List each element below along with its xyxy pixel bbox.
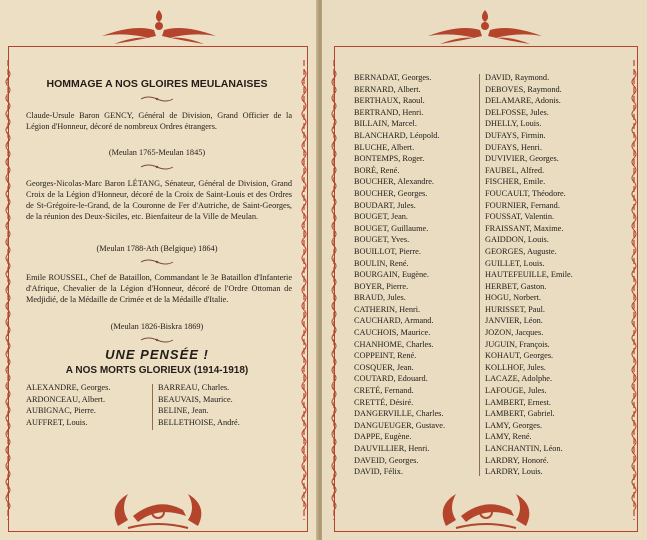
name-entry: DHELLY, Louis. [485,119,542,129]
laurel-scroll-icon [139,258,175,266]
name-entry: LAFOUGE, Jules. [485,386,547,396]
name-entry: GUILLET, Louis. [485,258,545,268]
flame-crest-icon [420,6,550,46]
name-entry: DAPPE, Eugène. [354,432,412,442]
gency-dates: (Meulan 1765-Meulan 1845) [108,148,206,157]
name-entry: BOYER, Pierre. [354,281,409,291]
name-entry: FOURNIER, Fernand. [485,200,560,210]
vine-border-icon [630,60,638,520]
name-entry: DAVEID, Georges. [354,455,419,465]
name-entry: BELINE, Jean. [158,406,209,416]
name-entry: LACAZE, Adolphe. [485,374,553,384]
name-entry: BOUILLOT, Pierre. [354,246,421,256]
name-entry: CAUCHARD, Armand. [354,316,434,326]
column-divider [479,74,480,476]
name-entry: DUVIVIER, Georges. [485,154,559,164]
name-entry: KOHAUT, Georges. [485,351,554,361]
name-entry: DANGERVILLE, Charles. [354,409,444,419]
name-entry: DANGUEUGER, Gustave. [354,420,446,430]
left-page [0,0,318,540]
page-heading: HOMMAGE A NOS GLOIRES MEULANAISES [46,78,268,90]
name-entry: HOGU, Norbert. [485,293,541,303]
laurel-scroll-icon [139,336,175,344]
name-entry: BERTRAND, Henri. [354,107,424,117]
flame-crest-icon [94,6,224,46]
name-entry: JANVIER, Léon. [485,316,543,326]
name-entry: BEAUVAIS, Maurice. [158,394,233,404]
name-entry: BARREAU, Charles. [158,383,230,392]
name-entry: AUFFRET, Louis. [26,417,88,427]
name-entry: BLUCHE, Albert. [354,142,415,152]
laurel-scroll-icon [139,163,175,171]
name-entry: LARDRY, Louis. [485,467,543,477]
name-entry: FAUBEL, Alfred. [485,165,545,175]
name-entry: BONTEMPS, Roger. [354,154,425,164]
vine-border-icon [330,60,338,520]
name-entry: COUTARD, Edouard. [354,374,428,384]
bugle-wreath-icon [426,486,546,532]
name-entry: KOLLHOF, Jules. [485,362,546,372]
letang-tribute: Georges-Nicolas-Marc Baron LÉTANG, Sénateur, Général de Division, Grand Croix de la Légion d'Honneur, décoré de la Croix de Saint-Louis et des Ordres de St-Grégoire-le-Grand, de la Couronne de Fer d'Autriche, de Saint-Georges, de la réunion des Deux-Siciles, etc. Bienfaiteur de la Ville de Meulan. [26,179,292,221]
column-divider [152,384,153,430]
name-entry: DAVID, Raymond. [485,73,550,82]
name-entry: BERNADAT, Georges. [354,73,432,82]
name-entry: LAMBERT, Gabriel. [485,409,555,419]
morts-heading: A NOS MORTS GLORIEUX (1914-1918) [65,365,249,376]
roussel-tribute: Emile ROUSSEL, Chef de Bataillon, Commandant le 3e Bataillon d'Infanterie d'Afrique, Chevalier de la Légion d'Honneur, décoré de l'Ordre Ottoman de Medjidié, de la Médaille de Crimée et de la Médaille d'Italie. [26,273,292,304]
name-entry: LAMY, René. [485,432,532,442]
name-entry: CHANHOME, Charles. [354,339,434,349]
name-entry: ARDONCEAU, Albert. [26,394,106,404]
bugle-wreath-icon [98,486,218,532]
name-entry: AUBIGNAC, Pierre. [26,406,96,416]
name-entry: BORÉ, René. [354,165,400,175]
name-entry: GEORGES, Auguste. [485,246,557,256]
name-entry: FISCHER, Emile. [485,177,546,187]
name-entry: BOUGET, Yves. [354,235,410,245]
name-entry: FOUCAULT, Théodore. [485,188,566,198]
name-entry: DELAMARE, Adonis. [485,96,561,106]
name-entry: BRAUD, Jules. [354,293,406,303]
name-entry: FOUSSAT, Valentin. [485,212,555,222]
names-column-left-1 [26,382,110,428]
name-entry: BOURGAIN, Eugène. [354,270,429,280]
names-column-left-2 [158,382,240,428]
name-entry: LANCHANTIN, Léon. [485,444,563,453]
name-entry: JUGUIN, François. [485,339,550,349]
name-entry: BERTHAUX, Raoul. [354,96,425,106]
roussel-dates: (Meulan 1826-Biskra 1869) [110,322,204,331]
name-entry: DAUVILLIER, Henri. [354,444,430,453]
laurel-scroll-icon [139,95,175,103]
names-column-right-1 [354,72,445,478]
name-entry: ALEXANDRE, Georges. [26,383,111,392]
name-entry: BOUDART, Jules. [354,200,416,210]
name-entry: LAMY, Georges. [485,420,543,430]
name-entry: DEBOVES, Raymond. [485,84,562,94]
name-entry: LARDRY, Honoré. [485,455,549,465]
name-entry: CAUCHOIS, Maurice. [354,328,431,338]
name-entry: BILLAIN, Marcel. [354,119,417,129]
name-entry: GAIDDON, Louis. [485,235,549,245]
vine-border-icon [300,60,308,520]
name-entry: BERNARD, Albert. [354,84,421,94]
name-entry: BLANCHARD, Léopold. [354,130,440,140]
name-entry: COPPEINT, René. [354,351,417,361]
name-entry: CRETTÉ, Désiré. [354,397,414,407]
name-entry: CRETÉ, Fernand. [354,386,414,396]
name-entry: DAVID, Félix. [354,467,403,477]
name-entry: HURISSET, Paul. [485,304,546,314]
name-entry: HAUTEFEUILLE, Emile. [485,270,573,280]
name-entry: JOZON, Jacques. [485,328,544,338]
name-entry: HERBET, Gaston. [485,281,547,291]
gency-tribute: Claude-Ursule Baron GENCY, Général de Division, Grand Officier de la Légion d'Honneur, décoré de nombreux Ordres étrangers. [26,111,292,131]
name-entry: DUFAYS, Firmin. [485,130,546,140]
name-entry: BOUGET, Guillaume. [354,223,429,233]
name-entry: BOUCHER, Alexandre. [354,177,434,187]
name-entry: BELLETHOISE, André. [158,417,240,427]
name-entry: BOULIN, René. [354,258,409,268]
name-entry: CATHERIN, Henri. [354,304,421,314]
name-entry: BOUGET, Jean. [354,212,408,222]
name-entry: BOUCHER, Georges. [354,188,428,198]
name-entry: DUFAYS, Henri. [485,142,542,152]
vine-border-icon [4,60,12,520]
name-entry: FRAISSANT, Maxime. [485,223,564,233]
pensee-heading: UNE PENSÉE ! [105,347,209,362]
names-column-right-2 [485,72,573,478]
right-page [322,0,647,540]
name-entry: LAMBERT, Ernest. [485,397,551,407]
letang-dates: (Meulan 1788-Ath (Belgique) 1864) [96,244,218,253]
name-entry: COSQUER, Jean. [354,362,414,372]
name-entry: DELFOSSE, Jules. [485,107,549,117]
